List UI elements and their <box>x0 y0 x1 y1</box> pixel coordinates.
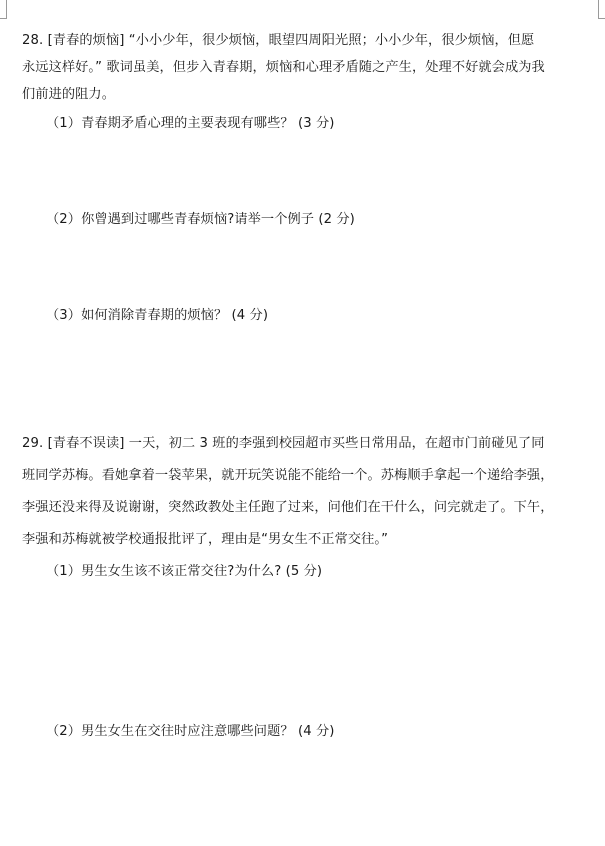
q29-stem-line-4: 李强和苏梅就被学校通报批评了，理由是“男女生不正常交往。” <box>22 532 389 547</box>
q28-stem-line-1: 28. [青春的烦恼] “小小少年，很少烦恼，眼望四周阳光照；小小少年，很少烦恼，但愿 <box>22 33 535 48</box>
q28-subquestion-1: （1）青春期矛盾心理的主要表现有哪些？ (3 分) <box>46 116 335 131</box>
q29-stem-line-3: 李强还没来得及说谢谢，突然政教处主任跑了过来，问他们在干什么，问完就走了。下午， <box>22 500 554 515</box>
q28-subquestion-2: （2）你曾遇到过哪些青春烦恼?请举一个例子 (2 分) <box>46 212 355 227</box>
q29-subquestion-2: （2）男生女生在交往时应注意哪些问题？ (4 分) <box>46 724 335 739</box>
q28-stem-line-2: 永远这样好。” 歌词虽美，但步入青春期，烦恼和心理矛盾随之产生，处理不好就会成为我 <box>22 60 545 75</box>
q28-subquestion-3: （3）如何消除青春期的烦恼？ (4 分) <box>46 308 269 323</box>
page-corner-mark-left <box>0 0 7 19</box>
page-corner-mark-right <box>598 0 605 19</box>
q29-subquestion-1: （1）男生女生该不该正常交往?为什么? (5 分) <box>46 564 323 579</box>
q29-stem-line-1: 29. [青春不误读] 一天，初二 3 班的李强到校园超市买些日常用品，在超市门前碰见了同 <box>22 436 545 451</box>
q28-stem-line-3: 们前进的阻力。 <box>22 87 116 102</box>
q29-stem-line-2: 班同学苏梅。看她拿着一袋苹果，就开玩笑说能不能给一个。苏梅顺手拿起一个递给李强， <box>22 468 554 483</box>
